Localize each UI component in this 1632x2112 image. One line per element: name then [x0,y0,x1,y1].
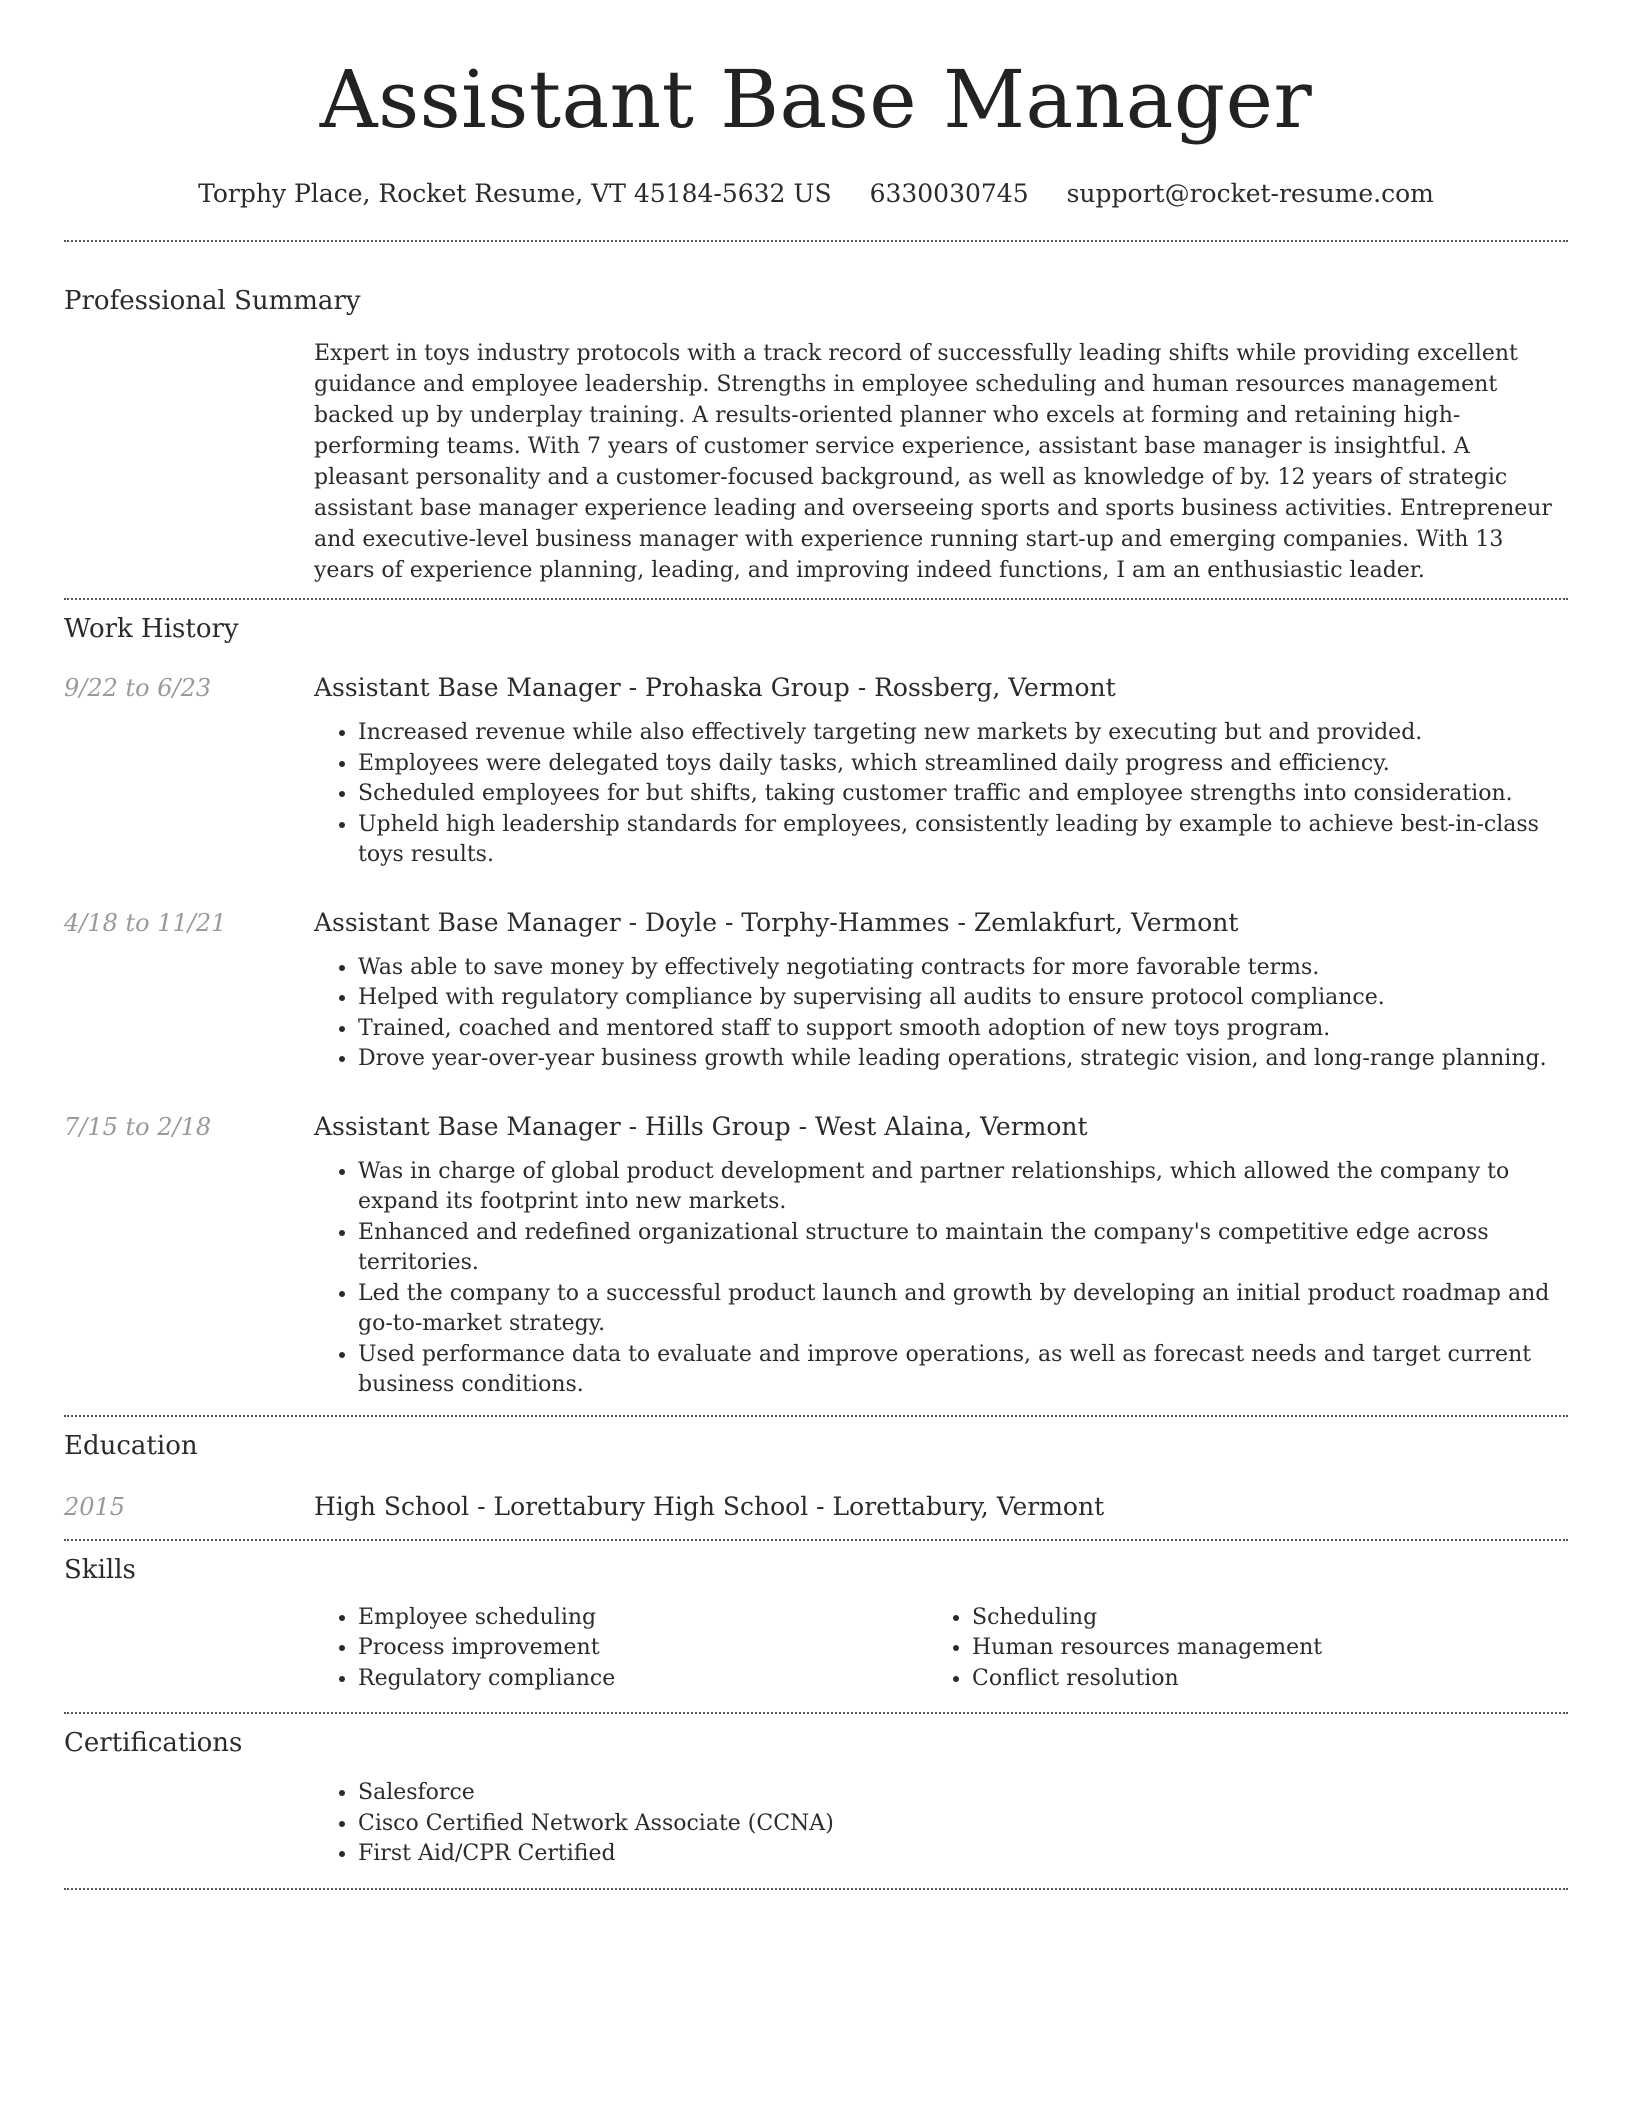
job-bullet: • Upheld high leadership standards for employees, consistently leading by example to achieve best-in-class toys results. [358,810,1568,871]
section-title-work: Work History [64,614,239,644]
skills-column-right [928,1603,1542,1695]
job-bullets [314,953,1568,1075]
job-bullet: • Led the company to a successful product launch and growth by developing an initial product roadmap and go-to-market strategy. [358,1279,1568,1340]
certifications-list [314,1778,1568,1888]
skills-grid [314,1603,1568,1713]
summary-section [64,242,1568,598]
section-divider [64,1888,1568,1890]
section-title-summary: Professional Summary [64,286,361,316]
skill-item: • Conflict resolution [972,1664,1542,1695]
skill-item: • Scheduling [972,1603,1542,1634]
summary-text: Expert in toys industry protocols with a track record of successfully leading shifts while providing excellent guidance and employee leadership. Strengths in employee scheduling and human resources management backed up by underplay training. A results-oriented planner who excels at forming and retaining high-performing teams. With 7 years of customer service experience, assistant base manager is insightful. A pleasant personality and a customer-focused background, as well as knowledge of by. 12 years of strategic assistant base manager experience leading and overseeing sports and sports business activities. Entrepreneur and executive-level business manager with experience running start-up and emerging companies. With 13 years of experience planning, leading, and improving indeed functions, I am an enthusiastic leader. [314,341,1552,583]
job-bullet: • Trained, coached and mentored staff to support smooth adoption of new toys program. [358,1014,1568,1045]
job-entry [64,1111,1568,1401]
job-entry [64,672,1568,871]
contact-phone: 6330030745 [869,179,1029,208]
job-heading: Assistant Base Manager - Prohaska Group - Rossberg, Vermont [314,673,1116,702]
certification-item: • First Aid/CPR Certified [358,1839,1568,1870]
section-title-skills: Skills [64,1554,136,1585]
skill-item: • Process improvement [358,1633,928,1664]
resume-header [64,0,1568,210]
job-bullets [314,718,1568,871]
job-bullet: • Drove year-over-year business growth while leading operations, strategic vision, and long-range planning. [358,1044,1568,1075]
job-dates: 4/18 to 11/21 [64,908,227,937]
section-title-education: Education [64,1430,198,1461]
job-dates: 7/15 to 2/18 [64,1112,212,1141]
education-section [64,1417,1568,1539]
job-bullet: • Was in charge of global product development and partner relationships, which allowed the company to expand its footprint into new markets. [358,1157,1568,1218]
contact-line [64,178,1568,210]
job-heading: Assistant Base Manager - Doyle - Torphy-Hammes - Zemlakfurt, Vermont [314,907,1239,937]
job-bullet: • Scheduled employees for but shifts, taking customer traffic and employee strengths into consideration. [358,779,1568,810]
contact-email: support@rocket-resume.com [1066,179,1434,208]
contact-address: Torphy Place, Rocket Resume, VT 45184-5632 US [198,179,832,208]
skills-column-left [314,1603,928,1695]
section-title-certifications: Certifications [64,1728,243,1758]
skills-section [64,1541,1568,1713]
certifications-section [64,1714,1568,1888]
job-bullet: • Increased revenue while also effectively targeting new markets by executing but and provided. [358,718,1568,749]
education-entry [64,1491,1568,1539]
job-heading: Assistant Base Manager - Hills Group - West Alaina, Vermont [314,1111,1088,1141]
job-bullet: • Enhanced and redefined organizational structure to maintain the company's competitive edge across territories. [358,1218,1568,1279]
skill-item: • Human resources management [972,1633,1542,1664]
skill-item: • Employee scheduling [358,1603,928,1634]
education-year: 2015 [64,1492,126,1521]
work-history-section [64,600,1568,1415]
job-bullet: • Helped with regulatory compliance by supervising all audits to ensure protocol compliance. [358,983,1568,1014]
skill-item: • Regulatory compliance [358,1664,928,1695]
job-entry [64,907,1568,1075]
certification-item: • Cisco Certified Network Associate (CCNA) [358,1809,1568,1840]
job-bullets [314,1157,1568,1401]
job-bullet: • Was able to save money by effectively negotiating contracts for more favorable terms. [358,953,1568,984]
certification-item: • Salesforce [358,1778,1568,1809]
candidate-name: Assistant Base Manager [319,53,1313,146]
education-heading: High School - Lorettabury High School - Lorettabury, Vermont [314,1491,1105,1521]
job-bullet: • Used performance data to evaluate and improve operations, as well as forecast needs and target current business conditions. [358,1340,1568,1401]
job-dates: 9/22 to 6/23 [64,674,212,702]
job-bullet: • Employees were delegated toys daily tasks, which streamlined daily progress and efficiency. [358,749,1568,780]
